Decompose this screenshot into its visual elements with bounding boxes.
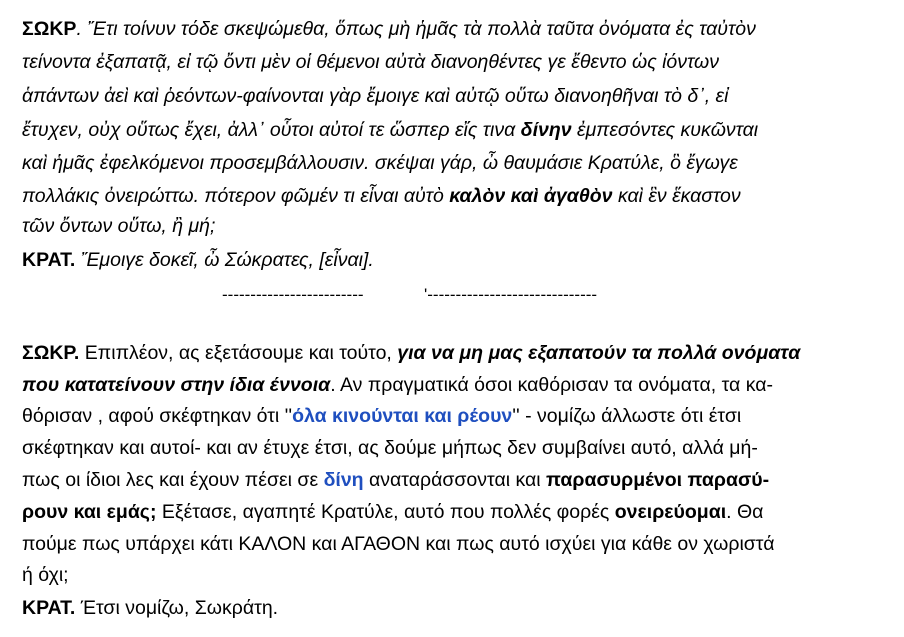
modern-text: . Αν πραγματικά όσοι καθόρισαν τα ονόματα, τα κα- — [330, 374, 773, 396]
ancient-text: . Ἔτι τοίνυν τόδε σκεψώμεθα, ὅπως μὴ ἡμᾶς τὰ πολλὰ ταῦτα ὀνόματα ἐς ταὐτὸν — [76, 18, 756, 40]
emphasis-text: για να μη μας εξαπατούν τα πολλά ονόματα — [397, 342, 801, 364]
modern-line-4: σκέφτηκαν και αυτοί- και αν έτυχε έτσι, ας δούμε μήπως δεν συμβαίνει αυτό, αλλά μή- — [22, 437, 758, 459]
ancient-line-8 — [22, 248, 374, 272]
modern-text: Επιπλέον, ας εξετάσουμε και τούτο, — [79, 342, 398, 364]
bold-text: ονειρεύομαι — [614, 501, 727, 523]
ancient-text: Ἔμοιγε δοκεῖ, ὦ Σώκρατες, [εἶναι]. — [75, 249, 374, 271]
speaker-cratylus: ΚΡΑΤ. — [22, 249, 76, 271]
ancient-text: ἐμπεσόντες κυκῶνται — [571, 119, 759, 141]
modern-line-5 — [22, 468, 769, 492]
ancient-line-4 — [22, 118, 758, 142]
modern-line-2 — [22, 373, 773, 397]
ancient-line-7: τῶν ὄντων οὕτω, ἢ μή; — [22, 215, 216, 237]
bold-text: ρουν και εμάς; — [22, 501, 157, 523]
modern-text: Εξέτασε, αγαπητέ Κρατύλε, αυτό που πολλές φορές — [156, 501, 615, 523]
ancient-line-3: ἁπάντων ἀεὶ καὶ ῥεόντων-φαίνονται γὰρ ἔμοιγε καὶ αὐτῷ οὕτω διανοηθῆναι τὸ δ᾿, εἰ — [22, 85, 729, 107]
ancient-line-1 — [22, 17, 756, 41]
modern-text: πως οι ίδιοι λες και έχουν πέσει σε — [22, 469, 324, 491]
ancient-text: ἔτυχεν, οὐχ οὕτως ἔχει, ἀλλ᾿ οὗτοι αὐτοί τε ὥσπερ εἴς τινα — [22, 119, 521, 141]
separator-right: '------------------------------ — [424, 285, 598, 304]
modern-line-8: ή όχι; — [22, 564, 69, 586]
speaker-socrates: ΣΩΚΡ. — [22, 342, 80, 364]
ancient-text: πολλάκις ὀνειρώττω. πότερον φῶμέν τι εἶναι αὐτὸ — [22, 185, 450, 207]
ancient-text: καὶ ἓν ἕκαστον — [612, 185, 741, 207]
modern-text: . Θα — [726, 501, 764, 523]
modern-line-9 — [22, 596, 278, 620]
modern-line-1 — [22, 341, 800, 365]
ancient-line-6 — [22, 184, 741, 208]
modern-line-3 — [22, 404, 741, 428]
highlight-word: δίνη — [323, 469, 364, 491]
modern-text: θόρισαν , αφού σκέφτηκαν ότι '' — [22, 405, 293, 427]
separator-left: ------------------------- — [222, 285, 364, 304]
ancient-bold-term: καλὸν καὶ ἀγαθὸν — [449, 185, 613, 207]
modern-line-6 — [22, 500, 763, 524]
speaker-cratylus: ΚΡΑΤ. — [22, 597, 76, 619]
modern-text: Έτσι νομίζω, Σωκράτη. — [75, 597, 279, 619]
modern-text: '' - νομίζω άλλωστε ότι έτσι — [512, 405, 742, 427]
emphasis-text: που κατατείνουν στην ίδια έννοια — [22, 374, 331, 396]
ancient-bold-term: δίνην — [520, 119, 572, 141]
ancient-line-2: τείνοντα ἐξαπατᾷ, εἰ τῷ ὄντι μὲν οἱ θέμενοι αὐτὰ διανοηθέντες γε ἔθεντο ὡς ἰόντων — [22, 51, 719, 73]
modern-text: αναταράσσονται και — [363, 469, 547, 491]
ancient-line-5: καὶ ἡμᾶς ἐφελκόμενοι προσεμβάλλουσιν. σκέψαι γάρ, ὦ θαυμάσιε Κρατύλε, ὃ ἔγωγε — [22, 152, 738, 174]
highlight-phrase: όλα κινούνται και ρέουν — [292, 405, 513, 427]
speaker-socrates: ΣΩΚΡ — [22, 18, 77, 40]
modern-line-7: πούμε πως υπάρχει κάτι ΚΑΛΟΝ και ΑΓΑΘΟΝ και πως αυτό ισχύει για κάθε ον χωριστά — [22, 533, 775, 555]
bold-text: παρασυρμένοι παρασύ- — [546, 469, 770, 491]
